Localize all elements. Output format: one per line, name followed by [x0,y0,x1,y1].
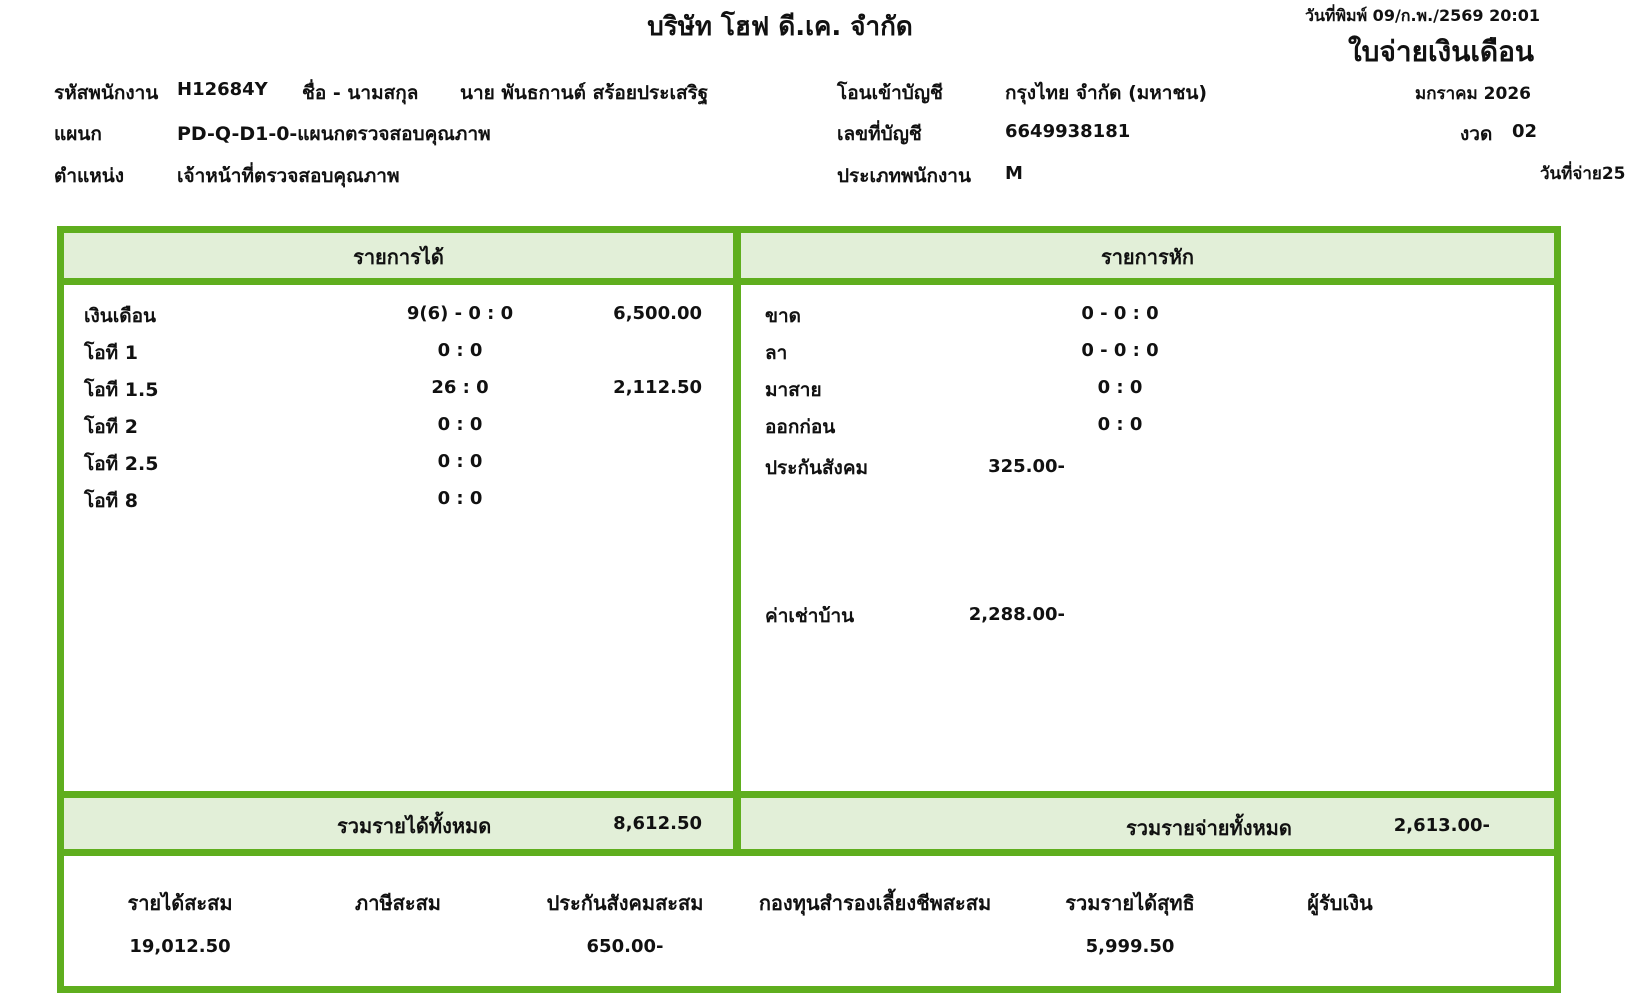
social-security-amount: 325.00- [988,456,1065,477]
earning-qty: 0 : 0 [437,414,483,435]
summary-value: 650.00- [586,936,664,957]
house-rent-label: ค่าเช่าบ้าน [765,605,855,627]
earning-qty: 0 : 0 [437,488,483,509]
account-label: เลขที่บัญชี [837,123,922,145]
deductions-title: รายการหัก [1100,245,1195,269]
deduction-qty: 0 - 0 : 0 [1081,303,1159,324]
earnings-title: รายการได้ [353,245,444,269]
summary-label: ภาษีสะสม [355,891,441,915]
period-number: 02 [1512,121,1538,142]
column-divider [733,226,741,856]
company-name: บริษัท โฮฟ ดี.เค. จำกัด [647,12,913,42]
total-earnings: 8,612.50 [613,813,702,834]
bank-name: กรุงไทย จำกัด (มหาชน) [1005,82,1208,104]
deduction-label: ขาด [765,305,801,327]
earning-qty: 26 : 0 [431,377,489,398]
earning-qty: 9(6) - 0 : 0 [406,303,514,324]
earning-qty: 0 : 0 [437,340,483,361]
deduction-label: ออกก่อน [765,416,836,438]
earning-label: โอที 8 [84,490,138,512]
document-title: ใบจ่ายเงินเดือน [1348,35,1535,68]
summary-label: กองทุนสำรองเลี้ยงชีพสะสม [758,891,992,915]
earning-label: เงินเดือน [84,305,156,327]
print-date: วันที่พิมพ์ 09/ก.พ./2569 20:01 [1305,6,1541,25]
deduction-label: ลา [765,342,788,364]
position-label: ตำแหน่ง [54,165,125,187]
summary-value: 5,999.50 [1085,936,1175,957]
employee-type-label: ประเภทพนักงาน [837,165,971,187]
total-earnings-label: รวมรายได้ทั้งหมด [337,814,492,838]
earning-label: โอที 1.5 [84,379,159,401]
summary-label: ประกันสังคมสะสม [546,891,704,915]
earning-label: โอที 2 [84,416,138,438]
employee-id-label: รหัสพนักงาน [54,82,159,104]
department: PD-Q-D1-0-แผนกตรวจสอบคุณภาพ [177,123,491,145]
house-rent-amount: 2,288.00- [968,604,1065,625]
employee-id: H12684Y [177,79,268,100]
position: เจ้าหน้าที่ตรวจสอบคุณภาพ [177,165,400,187]
bank-label: โอนเข้าบัญชี [837,82,943,104]
pay-date-value: 25 [1601,164,1626,184]
pay-date-label: วันที่จ่าย [1540,164,1602,184]
deduction-qty: 0 : 0 [1097,414,1143,435]
employee-name-label: ชื่อ - นามสกุล [302,82,419,104]
employee-type: M [1005,163,1023,184]
employee-name: นาย พันธกานต์ สร้อยประเสริฐ [460,82,709,104]
account-number: 6649938181 [1005,121,1131,142]
earning-label: โอที 2.5 [84,453,159,475]
earning-label: โอที 1 [84,342,138,364]
total-deductions-label: รวมรายจ่ายทั้งหมด [1126,816,1292,840]
summary-label: รายได้สะสม [127,891,233,915]
social-security-label: ประกันสังคม [765,457,869,479]
header-divider [57,278,1561,285]
summary-label: ผู้รับเงิน [1307,891,1373,915]
total-deductions: 2,613.00- [1393,815,1490,836]
earning-amount: 6,500.00 [613,303,702,324]
period-label: งวด [1460,123,1493,145]
earning-amount: 2,112.50 [613,377,702,398]
deduction-qty: 0 : 0 [1097,377,1143,398]
deduction-qty: 0 - 0 : 0 [1081,340,1159,361]
pay-date [1540,160,1626,187]
pay-period-month: มกราคม 2026 [1415,84,1531,104]
department-label: แผนก [54,123,102,145]
totals-top-divider [57,791,1561,798]
summary-value: 19,012.50 [129,936,231,957]
earning-qty: 0 : 0 [437,451,483,472]
deduction-label: มาสาย [765,379,822,401]
summary-label: รวมรายได้สุทธิ [1065,891,1195,915]
totals-bottom-divider [57,849,1561,856]
